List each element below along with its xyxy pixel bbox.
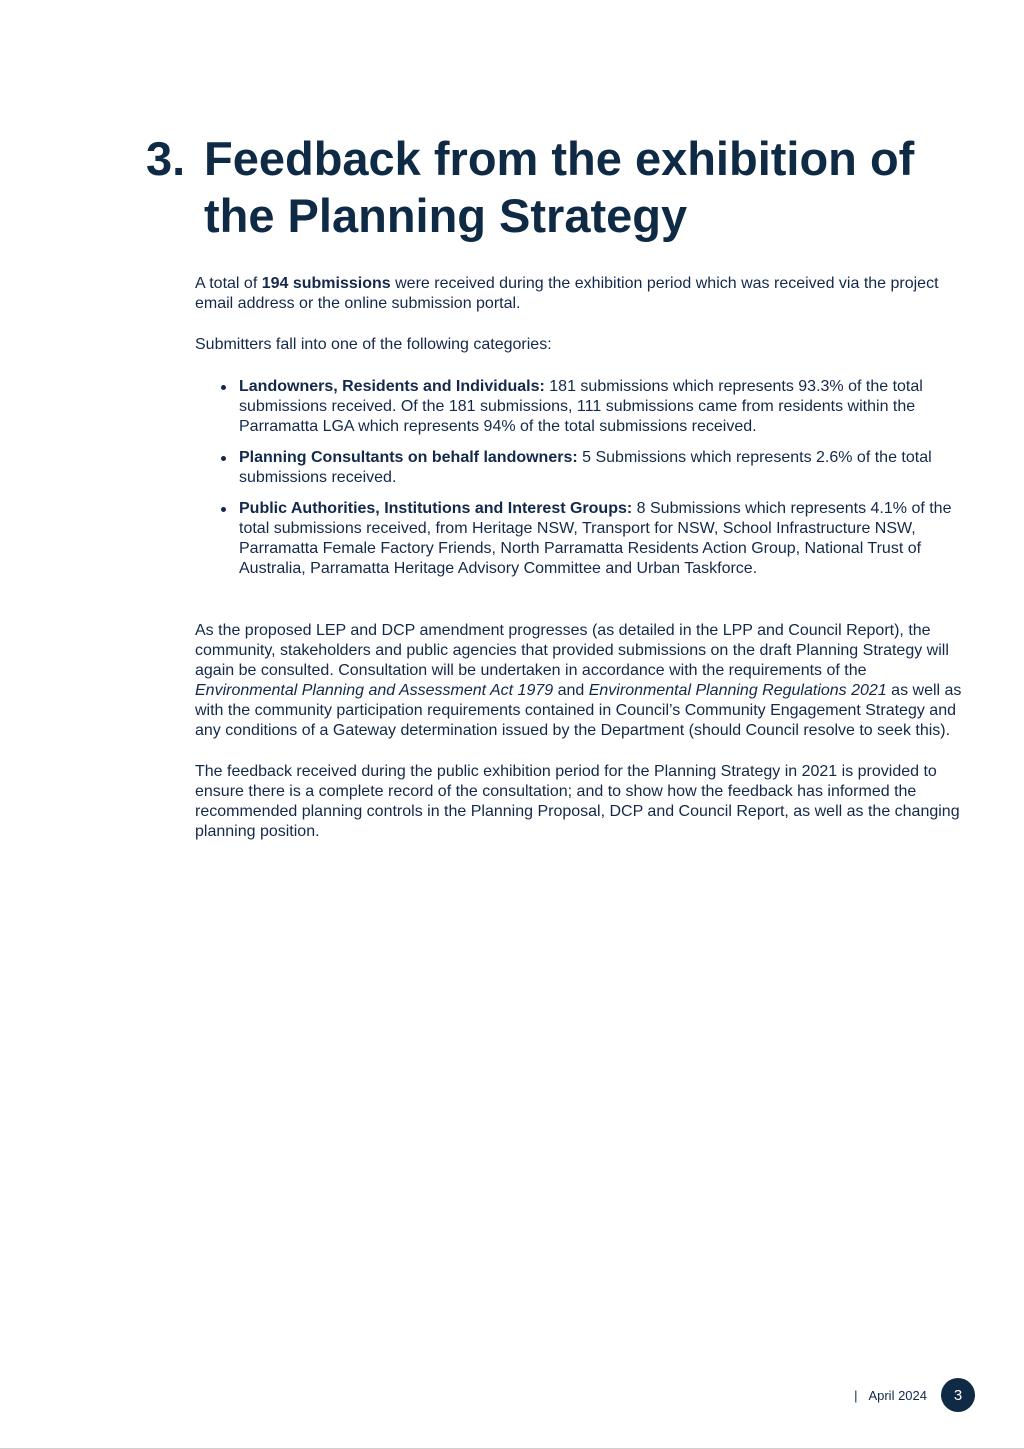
category-list [195, 377, 970, 579]
list-item [239, 448, 970, 488]
page-footer [854, 1378, 975, 1412]
category-text: 5 Submissions which represents 2.6% of the total submissions received. [239, 449, 932, 486]
consultation-paragraph: As the proposed LEP and DCP amendment progresses (as detailed in the LPP and Council Report), the community, stakeholders and public agencies that provided submissions on the draft Planning Strategy will again be consulted. Consultation will be undertaken in accordance with the requirements of the Environmental Planning and Assessment Act 1979 and Environmental Planning Regulations 2021 as well as with the community participation requirements contained in Council’s Community Engagement Strategy and any conditions of a Gateway determination issued by the Department (should Council resolve to seek this). [195, 622, 962, 739]
section-title: Feedback from the exhibition of the Planning Strategy [204, 132, 915, 242]
category-text: 181 submissions which represents 93.3% of the total submissions received. Of the 181 submissions, 111 submissions came from residents within the Parramatta LGA which represents 94% of the total submissions received. [239, 378, 923, 435]
category-text: 8 Submissions which represents 4.1% of the total submissions received, from Heritage NSW, Transport for NSW, School Infrastructure NSW, Parramatta Female Factory Friends, North Parramatta Residents Action Group, National Trust of Australia, Parramatta Heritage Advisory Committee and Urban Taskforce. [239, 500, 952, 577]
list-item [239, 377, 970, 437]
list-item [239, 499, 970, 579]
footer-separator: | [854, 1387, 858, 1403]
categories-intro: Submitters fall into one of the following categories: [195, 336, 552, 353]
category-label: Landowners, Residents and Individuals: [239, 378, 545, 395]
section-heading [146, 130, 966, 244]
page-number-badge: 3 [941, 1378, 975, 1412]
act-title: Environmental Planning and Assessment Act 1979 [195, 682, 554, 699]
intro-paragraph: A total of 194 submissions were received during the exhibition period which was received via the project email address or the online submission portal. [195, 275, 939, 312]
section-number: 3. [146, 132, 186, 185]
category-label: Public Authorities, Institutions and Interest Groups: [239, 500, 633, 517]
regulations-title: Environmental Planning Regulations 2021 [588, 682, 887, 699]
feedback-paragraph: The feedback received during the public exhibition period for the Planning Strategy in 2021 is provided to ensure there is a complete record of the consultation; and to show how the feedback has informed the recommended planning controls in the Planning Proposal, DCP and Council Report, as well as the changing planning position. [195, 763, 960, 840]
submission-total: 194 submissions [261, 275, 391, 292]
category-label: Planning Consultants on behalf landowners: [239, 449, 578, 466]
footer-date: April 2024 [868, 1387, 927, 1403]
body-text [195, 274, 970, 842]
